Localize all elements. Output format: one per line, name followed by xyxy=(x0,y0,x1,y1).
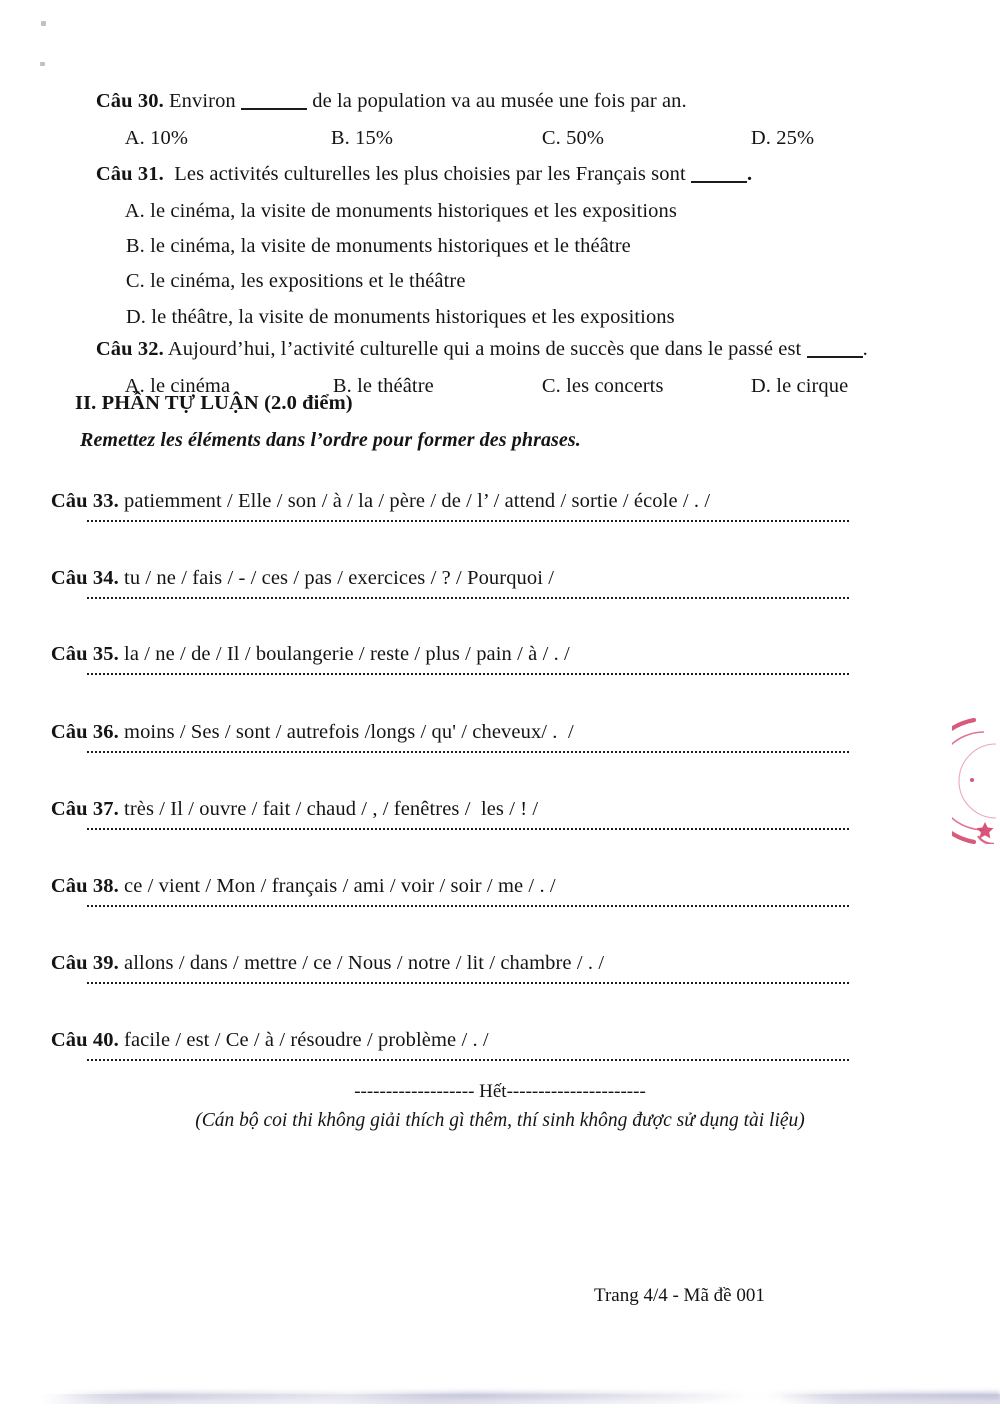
option-text: 10% xyxy=(150,126,189,149)
end-divider: ------------------- Hết---------------------- xyxy=(354,1081,646,1102)
option-text: 15% xyxy=(355,126,394,149)
option-letter: D. xyxy=(750,374,772,397)
option-text: le cirque xyxy=(776,374,849,397)
question-40 xyxy=(30,1009,489,1071)
question-38-text: ce / vient / Mon / français / ami / voir / soir / me / . / xyxy=(118,874,556,897)
question-31-label: Câu 31. xyxy=(95,162,164,185)
question-36 xyxy=(30,701,574,763)
scan-edge-shadow xyxy=(0,1368,1000,1408)
option-text: le cinéma xyxy=(150,374,231,397)
option-letter: A. xyxy=(124,126,145,149)
question-40-text: facile / est / Ce / à / résoudre / problème / . / xyxy=(118,1028,489,1051)
answer-line-40[interactable] xyxy=(87,1058,849,1061)
question-36-text: moins / Ses / sont / autrefois /longs / qu' / cheveux/ . / xyxy=(118,720,574,743)
question-38 xyxy=(30,855,556,917)
section-two-heading: II. PHẦN TỰ LUẬN (2.0 điểm) xyxy=(75,392,353,414)
footer-note: (Cán bộ coi thi không giải thích gì thêm, thí sinh không được sử dụng tài liệu) xyxy=(195,1110,805,1131)
question-39-text: allons / dans / mettre / ce / Nous / notre / lit / chambre / . / xyxy=(118,951,605,974)
question-34 xyxy=(30,547,554,609)
option-letter: A. xyxy=(124,199,145,222)
question-32-stem-before: Aujourd’hui, l’activité culturelle qui a moins de succès que dans le passé est xyxy=(163,337,807,360)
question-39 xyxy=(30,932,604,994)
question-34-text: tu / ne / fais / - / ces / pas / exercices / ? / Pourquoi / xyxy=(118,566,555,589)
answer-line-34[interactable] xyxy=(87,596,849,599)
option-text: les concerts xyxy=(566,374,664,397)
question-31-stem-before: Les activités culturelles les plus choisies par les Français sont xyxy=(163,162,691,185)
scan-speck xyxy=(40,62,45,66)
question-30-label: Câu 30. xyxy=(95,89,164,112)
answer-line-38[interactable] xyxy=(87,904,849,907)
question-31-stem-after: . xyxy=(746,162,753,185)
question-39-label: Câu 39. xyxy=(50,951,119,974)
question-35-label: Câu 35. xyxy=(50,642,119,665)
option-letter: D. xyxy=(125,305,147,328)
answer-line-37[interactable] xyxy=(87,827,849,830)
question-32-option-d[interactable] xyxy=(730,355,848,417)
page-number: Trang 4/4 - Mã đề 001 xyxy=(594,1285,765,1306)
question-38-label: Câu 38. xyxy=(50,874,119,897)
question-40-label: Câu 40. xyxy=(50,1028,119,1051)
question-30-stem-after: de la population va au musée une fois par an. xyxy=(307,89,687,112)
option-letter: B. xyxy=(330,126,350,149)
question-30-blank xyxy=(241,108,307,110)
option-text: le cinéma, la visite de monuments historiques et les expositions xyxy=(150,199,677,222)
option-letter: D. xyxy=(750,126,772,149)
question-34-label: Câu 34. xyxy=(50,566,119,589)
option-text: le cinéma, la visite de monuments historiques et le théâtre xyxy=(150,234,631,257)
option-letter: C. xyxy=(541,374,561,397)
answer-line-33[interactable] xyxy=(87,519,849,522)
option-text: le théâtre, la visite de monuments historiques et les expositions xyxy=(151,305,675,328)
answer-line-36[interactable] xyxy=(87,750,849,753)
option-letter: C. xyxy=(541,126,561,149)
question-37 xyxy=(30,778,538,840)
question-35-text: la / ne / de / Il / boulangerie / reste / plus / pain / à / . / xyxy=(118,642,570,665)
option-text: le théâtre xyxy=(357,374,434,397)
question-33-text: patiemment / Elle / son / à / la / père / de / l’ / attend / sortie / école / . / xyxy=(118,489,711,512)
option-letter: C. xyxy=(125,269,145,292)
question-33-label: Câu 33. xyxy=(50,489,119,512)
option-text: 50% xyxy=(566,126,605,149)
scan-speck xyxy=(41,21,46,26)
option-text: 25% xyxy=(776,126,815,149)
option-letter: B. xyxy=(125,234,145,257)
option-text: le cinéma, les expositions et le théâtre xyxy=(150,269,466,292)
option-letter: A. xyxy=(124,374,145,397)
question-37-label: Câu 37. xyxy=(50,797,119,820)
question-32-stem-after: . xyxy=(862,337,868,360)
question-33 xyxy=(30,470,710,532)
question-37-text: très / Il / ouvre / fait / chaud / , / fenêtres / les / ! / xyxy=(118,797,539,820)
answer-line-39[interactable] xyxy=(87,981,849,984)
option-letter: B. xyxy=(332,374,352,397)
question-32-label: Câu 32. xyxy=(95,337,164,360)
question-30-stem-before: Environ xyxy=(163,89,242,112)
question-32-option-c[interactable] xyxy=(521,355,664,417)
answer-line-35[interactable] xyxy=(87,672,849,675)
section-two-instruction: Remettez les éléments dans l’ordre pour former des phrases. xyxy=(80,429,581,451)
question-31-blank xyxy=(691,181,747,183)
question-36-label: Câu 36. xyxy=(50,720,119,743)
question-35 xyxy=(30,623,570,685)
official-seal-stamp xyxy=(952,718,1000,844)
